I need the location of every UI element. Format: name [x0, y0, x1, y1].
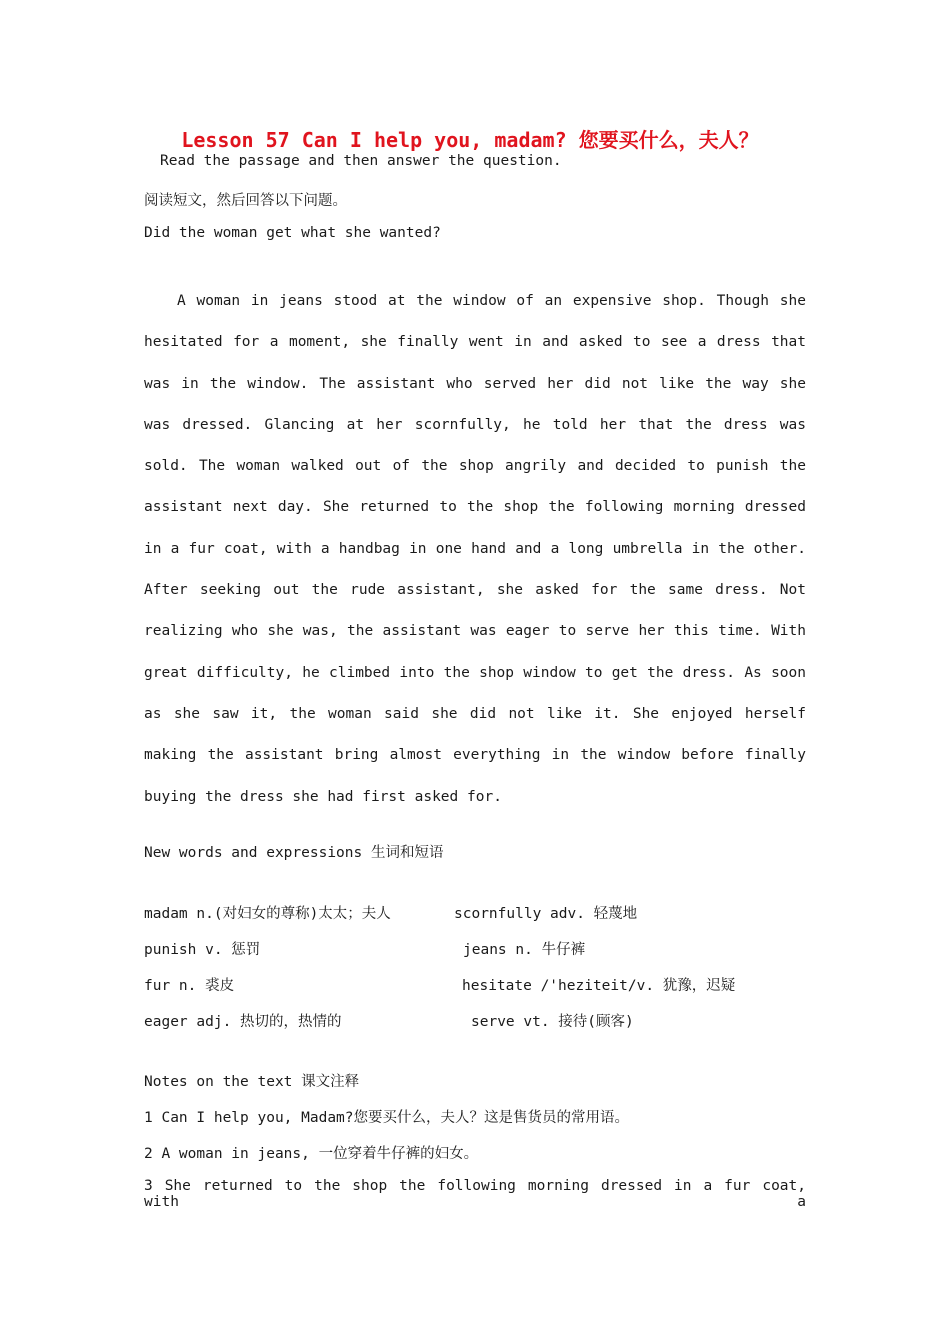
reading-passage: A woman in jeans stood at the window of an expensive shop. Though she hesitated for a moment, she finally went in and asked to see a dress that was in the window. The assistant who served her did not like the way she was dressed. Glancing at her scornfully, he told her that the dress was sold. The woman walked out of the shop angrily and decided to punish the assistant next day. She returned to the shop the following morning dressed in a fur coat, with a handbag in one hand and a long umbrella in the other. After seeking out the rude assistant, she asked for the same dress. Not realizing who she was, the assistant was eager to serve her this time. With great difficulty, he climbed into the shop window to get the dress. As soon as she saw it, the woman said she did not like it. She enjoyed herself making the assistant bring almost everything in the window before finally buying the dress she had first asked for.	[144, 293, 806, 805]
vocabulary-entry: jeans n. 牛仔裤	[463, 942, 586, 958]
vocabulary-row	[144, 902, 844, 922]
vocabulary-entry: madam n.(对妇女的尊称)太太；夫人	[144, 906, 391, 922]
note-item: 1 Can I help you, Madam?您要买什么，夫人？这是售货员的常用语。	[144, 1110, 630, 1126]
vocabulary-entry: punish v. 惩罚	[144, 942, 261, 958]
vocabulary-row	[144, 974, 844, 994]
vocabulary-row	[144, 1010, 844, 1030]
note-item: 3 She returned to the shop the following morning dressed in a fur coat, with a	[144, 1178, 806, 1210]
vocabulary-entry: serve vt. 接待(顾客)	[471, 1014, 634, 1030]
instruction-english: Read the passage and then answer the question.	[160, 153, 562, 169]
lesson-title: Lesson 57 Can I help you, madam? 您要买什么，夫人？	[181, 128, 759, 152]
vocabulary-heading: New words and expressions 生词和短语	[144, 845, 444, 861]
note-item: 2 A woman in jeans, 一位穿着牛仔裤的妇女。	[144, 1146, 479, 1162]
vocabulary-row	[144, 938, 844, 958]
vocabulary-entry: scornfully adv. 轻蔑地	[454, 906, 638, 922]
vocabulary-entry: eager adj. 热切的，热情的	[144, 1014, 342, 1030]
vocabulary-entry: hesitate /'heziteit/v. 犹豫，迟疑	[462, 978, 736, 994]
comprehension-question: Did the woman get what she wanted?	[144, 225, 441, 241]
instruction-chinese: 阅读短文，然后回答以下问题。	[144, 193, 347, 209]
vocabulary-entry: fur n. 裘皮	[144, 978, 235, 994]
notes-heading: Notes on the text 课文注释	[144, 1074, 360, 1090]
